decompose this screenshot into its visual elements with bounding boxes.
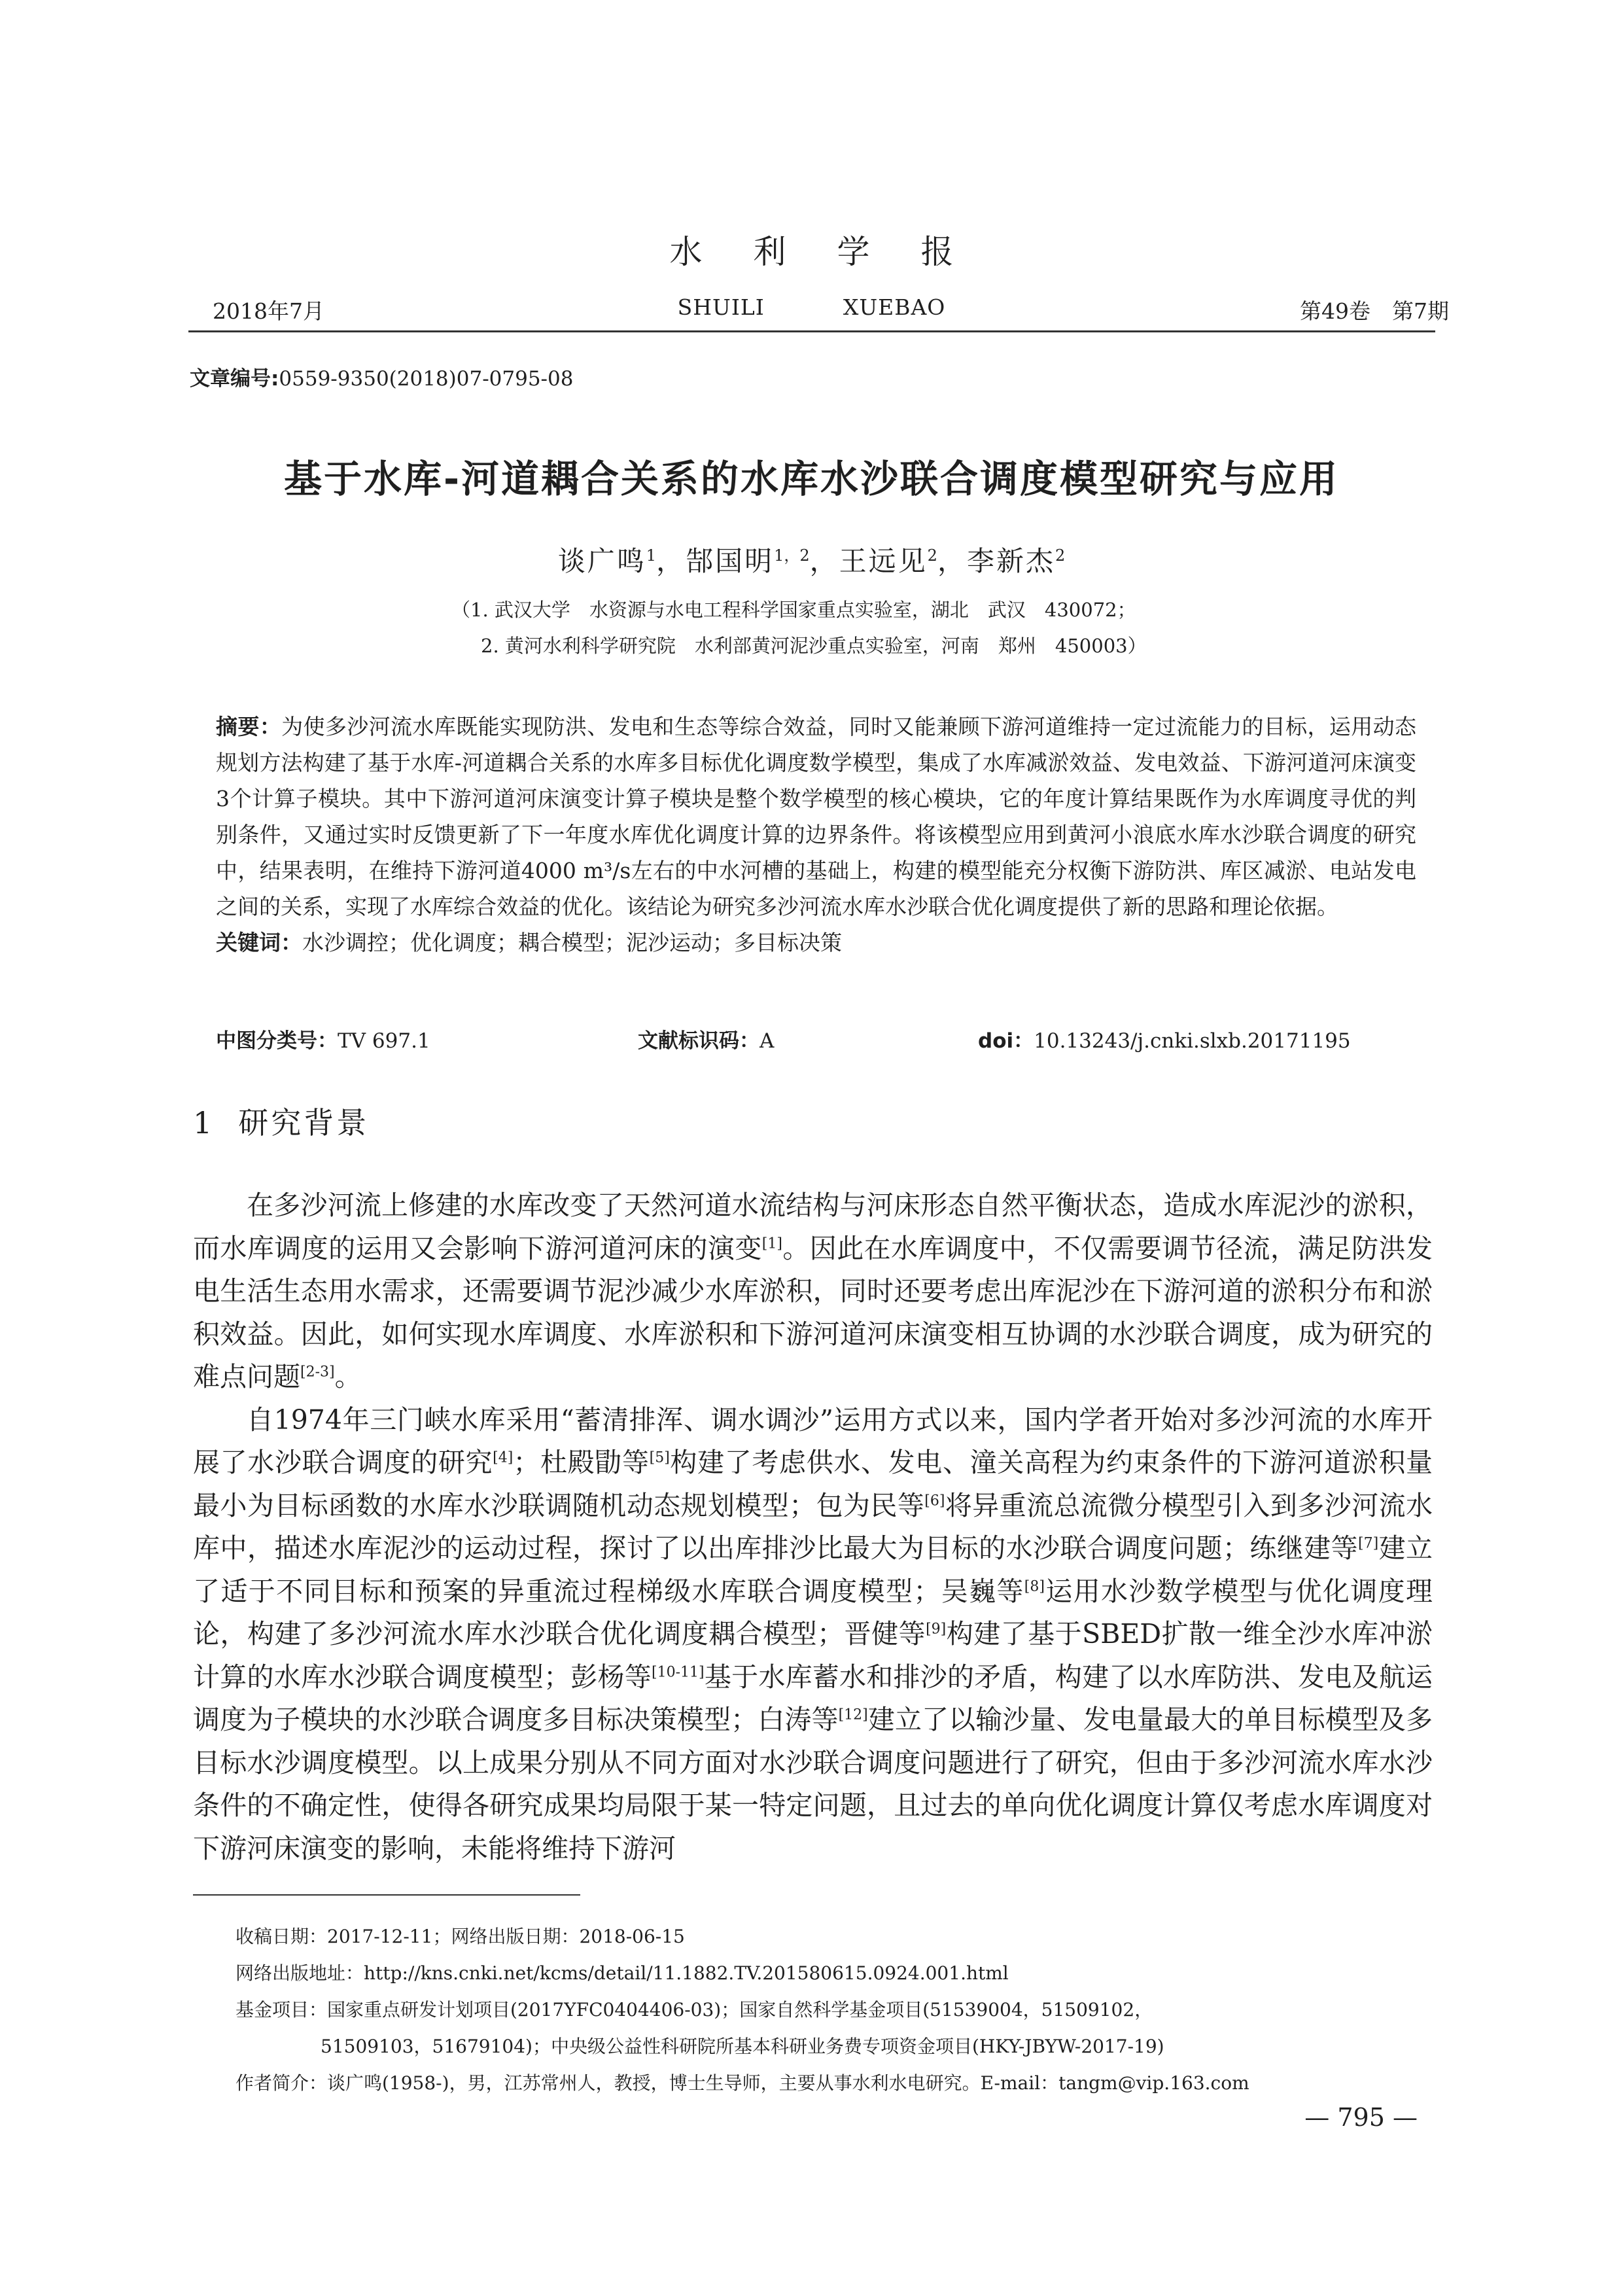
footnote-author-bio: 作者简介：谈广鸣(1958-)，男，江苏常州人，教授，博士生导师，主要从事水利水电研究。E-mail：tangm@vip.163.com — [236, 2072, 1249, 2094]
footnote-divider — [193, 1894, 580, 1896]
citation: [1] — [761, 1235, 782, 1252]
citation: [8] — [1024, 1578, 1045, 1595]
author-affiliation-mark: 2 — [1055, 546, 1066, 565]
journal-pinyin-2: XUEBAO — [843, 294, 946, 320]
article-number — [190, 362, 573, 391]
author-affiliation-mark: 1 — [646, 546, 657, 565]
paper-title: 基于水库-河道耦合关系的水库水沙联合调度模型研究与应用 — [283, 457, 1340, 501]
footnote-online-url: 网络出版地址：http://kns.cnki.net/kcms/detail/11.1882.TV.201580615.0924.001.html — [236, 1962, 1009, 1984]
citation: [10-11] — [652, 1663, 705, 1680]
abstract — [216, 709, 1416, 925]
author-separator: ， — [937, 545, 967, 577]
author-separator: ， — [809, 545, 839, 577]
paragraph-text: 基于水库蓄水和排沙的矛盾，构建了以水库防洪、发电及航运调度为子模块的水沙联合调度多目标决策模型；白涛等 — [193, 1661, 1433, 1735]
footnote-fund: 基金项目：国家重点研发计划项目(2017YFC0404406-03)；国家自然科学基金项目(51539004，51509102， — [236, 1999, 1153, 2021]
classification-number — [216, 1024, 430, 1053]
author-name: 李新杰 — [966, 545, 1055, 577]
abstract-label: 摘要： — [216, 714, 282, 739]
volume: 第49卷 — [1300, 298, 1370, 324]
author-name: 谈广鸣 — [557, 545, 646, 577]
paragraph-text: 。 — [334, 1361, 362, 1392]
keywords-label: 关键词： — [216, 930, 302, 955]
paragraph-text: ；杜殿勖等 — [513, 1447, 650, 1478]
abstract-text: 为使多沙河流水库既能实现防洪、发电和生态等综合效益，同时又能兼顾下游河道维持一定过流能力的目标，运用动态规划方法构建了基于水库-河道耦合关系的水库多目标优化调度数学模型，集成了水库减淤效益、发电效益、下游河道河床演变3个计算子模块。其中下游河道河床演变计算子模块是整个数学模型的核心模块，它的年度计算结果既作为水库调度寻优的判别条件，又通过实时反馈更新了下一年度水库优化调度计算的边界条件。将该模型应用到黄河小浪底水库水沙联合调度的研究中，结果表明，在维持下游河道4000 m³/s左右的中水河槽的基础上，构建的模型能充分权衡下游防洪、库区减淤、电站发电之间的关系，实现了水库综合效益的优化。该结论为研究多沙河流水库水沙联合优化调度提供了新的思路和理论依据。 — [216, 714, 1417, 919]
citation: [6] — [924, 1492, 945, 1509]
author-list — [0, 540, 1623, 579]
section-heading — [193, 1099, 369, 1142]
citation: [12] — [838, 1706, 868, 1723]
doi-value: 10.13243/j.cnki.slxb.20171195 — [1034, 1029, 1351, 1053]
section-number: 1 — [193, 1105, 215, 1140]
affiliation-2: 2. 黄河水利科学研究院 水利部黄河泥沙重点实验室，河南 郑州 450003） — [481, 635, 1147, 657]
citation: [7] — [1358, 1535, 1379, 1552]
section-title: 研究背景 — [238, 1105, 370, 1140]
keywords-text: 水沙调控；优化调度；耦合模型；泥沙运动；多目标决策 — [302, 930, 842, 955]
paragraph-text: 将异重流总流微分模型引入到多沙河流水库中，描述水库泥沙的运动过程，探讨了以出库排沙比最大为目标的水沙联合调度问题；练继建等 — [193, 1489, 1433, 1564]
document-code-label: 文献标识码： — [638, 1029, 759, 1053]
author-name: 郜国明 — [686, 545, 775, 577]
doi — [978, 1024, 1351, 1053]
author-separator: ， — [656, 545, 686, 577]
paragraph-text: 运用水沙数学模型与优化调度理论，构建了多沙河流水库水沙联合优化调度耦合模型；晋健等 — [193, 1575, 1433, 1650]
body-text — [193, 1184, 1433, 1870]
document-code-value: A — [759, 1029, 775, 1053]
doi-label: doi： — [978, 1029, 1034, 1053]
article-number-value: 0559-9350(2018)07-0795-08 — [279, 367, 574, 391]
paragraph-text: 构建了基于SBED扩散一维全沙水库冲淤计算的水库水沙联合调度模型；彭杨等 — [193, 1618, 1433, 1693]
classification-label: 中图分类号： — [216, 1029, 338, 1053]
article-number-label: 文章编号: — [190, 367, 279, 391]
classification-value: TV 697.1 — [338, 1029, 430, 1053]
abstract-block — [216, 709, 1416, 961]
citation: [2-3] — [300, 1364, 335, 1381]
paragraph-text: 构建了考虑供水、发电、潼关高程为约束条件的下游河道淤积量最小为目标函数的水库水沙联调随机动态规划模型；包为民等 — [193, 1447, 1433, 1521]
paragraph-text: 建立了适于不同目标和预案的异重流过程梯级水库联合调度模型；吴巍等 — [193, 1532, 1433, 1607]
paragraph-1 — [193, 1184, 1433, 1399]
citation: [5] — [649, 1449, 670, 1466]
journal-pinyin-1: SHUILI — [677, 294, 765, 320]
journal-title: 水利学报 — [669, 233, 1005, 271]
paragraph-text: 。因此在水库调度中，不仅需要调节径流，满足防洪发电生活生态用水需求，还需要调节泥沙减少水库淤积，同时还要考虑出库泥沙在下游河道的淤积分布和淤积效益。因此，如何实现水库调度、水库淤积和下游河道河床演变相互协调的水沙联合调度，成为研究的难点问题 — [193, 1232, 1433, 1392]
paragraph-text: 自1974年三门峡水库采用“蓄清排浑、调水调沙”运用方式以来，国内学者开始对多沙河流的水库开展了水沙联合调度的研究 — [193, 1404, 1433, 1478]
footnote-received: 收稿日期：2017-12-11；网络出版日期：2018-06-15 — [236, 1926, 685, 1947]
citation: [9] — [926, 1621, 947, 1638]
paragraph-2 — [193, 1399, 1433, 1871]
paragraph-text: 在多沙河流上修建的水库改变了天然河道水流结构与河床形态自然平衡状态，造成水库泥沙的淤积，而水库调度的运用又会影响下游河道河床的演变 — [193, 1190, 1433, 1264]
author-affiliation-mark: 1，2 — [774, 546, 810, 565]
footnotes — [236, 1918, 1433, 2102]
author-affiliation-mark: 2 — [927, 546, 937, 565]
footnote-fund-continued: 51509103，51679104)；中央级公益性科研院所基本科研业务费专项资金项目(HKY-JBYW-2017-19) — [321, 2036, 1164, 2057]
author-name: 王远见 — [839, 545, 928, 577]
keywords — [216, 925, 1416, 961]
volume-issue — [1300, 294, 1449, 325]
issue: 第7期 — [1392, 298, 1449, 324]
issue-date: 2018年7月 — [213, 298, 324, 324]
affiliation-1: （1. 武汉大学 水资源与水电工程科学国家重点实验室，湖北 武汉 430072； — [451, 599, 1136, 621]
header-divider — [188, 330, 1435, 332]
paragraph-text: 建立了以输沙量、发电量最大的单目标模型及多目标水沙调度模型。以上成果分别从不同方面对水沙联合调度问题进行了研究，但由于多沙河流水库水沙条件的不确定性，使得各研究成果均局限于某一特定问题，且过去的单向优化调度计算仅考虑水库调度对下游河床演变的影响，未能将维持下游河 — [193, 1704, 1433, 1864]
page-number: — 795 — — [1304, 2103, 1418, 2132]
document-code — [638, 1024, 774, 1053]
citation: [4] — [493, 1449, 514, 1466]
